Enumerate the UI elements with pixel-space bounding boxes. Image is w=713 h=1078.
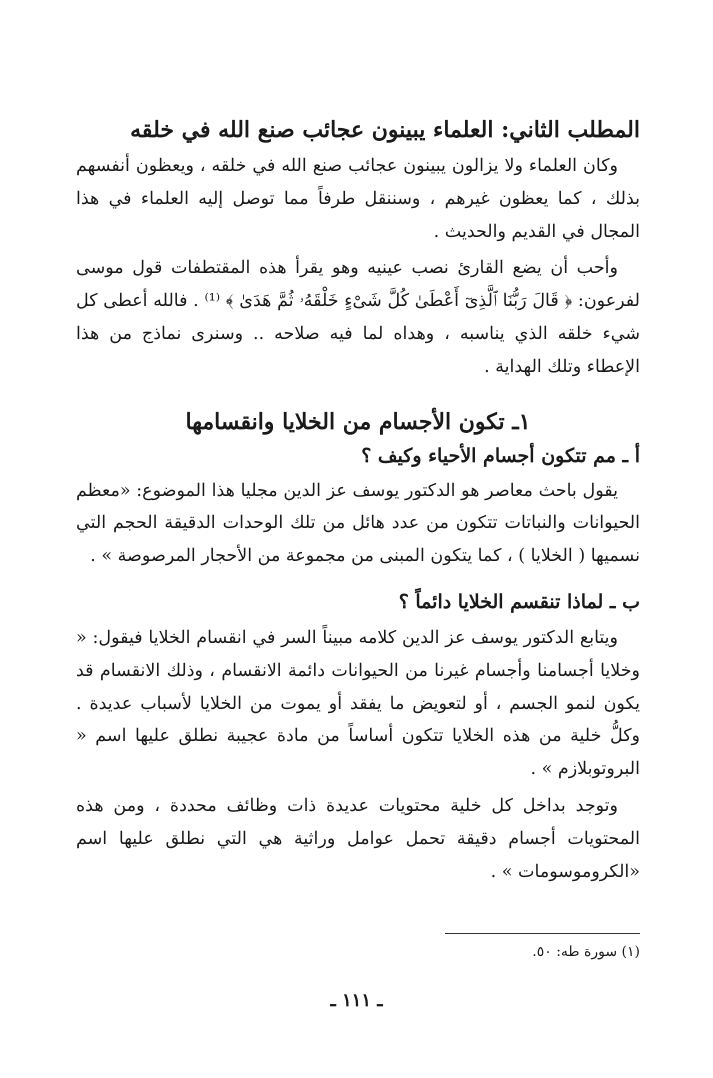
page-body	[76, 110, 640, 888]
subsection-title: ١ـ تكون الأجسام من الخلايا وانقسامها	[185, 408, 531, 435]
footnote-divider	[445, 933, 640, 934]
subheading-b: ب ـ لماذا تنقسم الخلايا دائماً ؟	[398, 590, 640, 613]
subheading-a: أ ـ مم تتكون أجسام الأحياء وكيف ؟	[361, 444, 640, 467]
paragraph-cell-division: ويتابع الدكتور يوسف عز الدين كلامه مبيناً السر في انقسام الخلايا فيقول: « وخلايا أجسامنا وأجسام غيرنا من الحيوانات دائمة الانقسام ، وذلك الانقسام قد يكون لنمو الجسم ، أو لتعويض ما يفقد أو يموت من الخلايا لأسباب عديدة . وكلُّ خلية من هذه الخلايا تتكون أساساً من مادة عجيبة نطلق عليها اسم « البروتوبلازم » .	[76, 627, 640, 780]
paragraph-intro: وكان العلماء ولا يزالون يبينون عجائب صنع الله في خلقه ، ويعظون أنفسهم بذلك ، كما يعظون غيرهم ، وسننقل طرفاً مما توصل إليه العلماء في هذا المجال في القديم والحديث .	[76, 156, 640, 242]
paragraph-chromosomes: وتوجد بداخل كل خلية محتويات عديدة ذات وظائف محددة ، ومن هذه المحتويات أجسام دقيقة تحمل عوامل وراثية هي التي نطلق عليها اسم «الكروموسومات » .	[76, 795, 640, 882]
page-number: ـ ١١١ ـ	[330, 990, 383, 1011]
paragraph-cells-composition: يقول باحث معاصر هو الدكتور يوسف عز الدين مجليا هذا الموضوع: «معظم الحيوانات والنباتات تتكون من عدد هائل من تلك الوحدات الدقيقة الحجم التي نسميها ( الخلايا ) ، كما يتكون المبنى من مجموعة من الأحجار المرصوصة » .	[76, 480, 640, 567]
footnote: (١) سورة طه: ٥٠.	[532, 944, 640, 960]
paragraph-quran-quote: وأحب أن يضع القارئ نصب عينيه وهو يقرأ هذه المقتطفات قول موسى لفرعون: ﴿ قَالَ رَبُّنَا ٱلَّذِىٓ أَعْطَىٰ كُلَّ شَىْءٍ خَلْقَهُۥ ثُمَّ هَدَىٰ ﴾ ⁽¹⁾ . فالله أعطى كل شيء خلقه الذي يناسبه ، وهداه لما فيه صلاحه .. وسنرى نماذج من هذا الإعطاء وتلك الهداية .	[76, 258, 640, 377]
section-title: المطلب الثاني: العلماء يبينون عجائب صنع الله في خلقه	[130, 117, 640, 143]
